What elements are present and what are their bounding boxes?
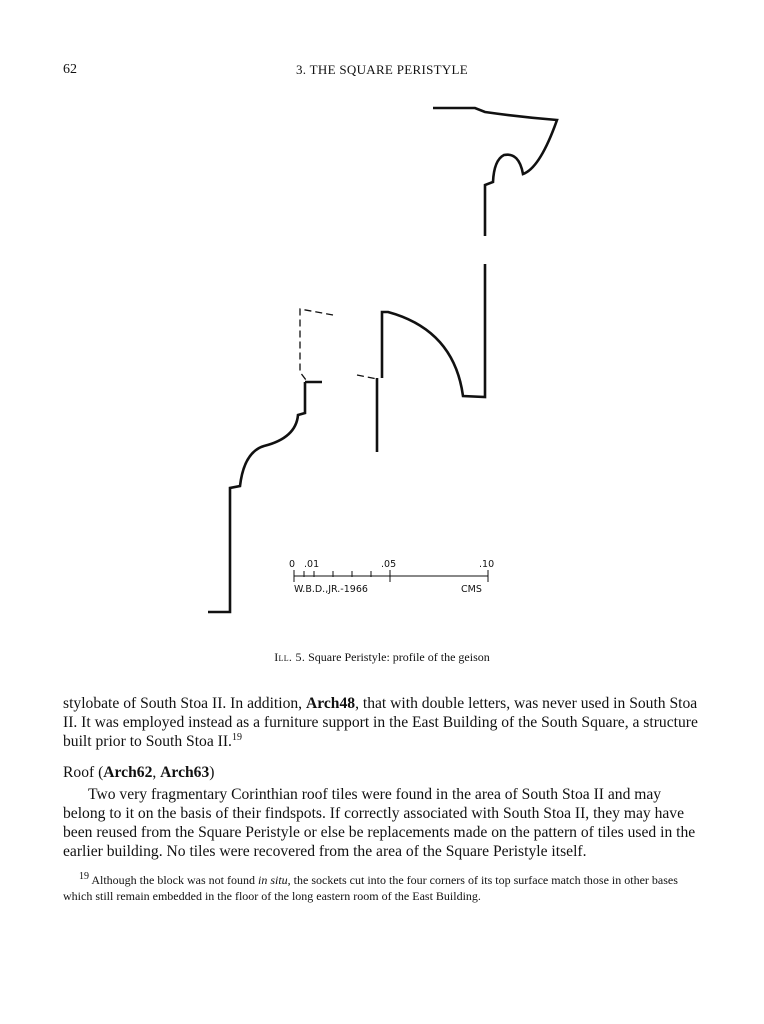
paragraph-stylobate	[63, 694, 705, 751]
heading-text: )	[209, 764, 215, 781]
draftsman-credit: W.B.D.,JR.-1966	[294, 584, 368, 595]
footnote-text: , the sockets cut into the four corners of its top surface match those in other bases which still remain embedded in the floor of the long eastern room of the East Building.	[63, 873, 678, 903]
restoration-dashed-left	[300, 309, 333, 380]
scale-tick-label: .05	[381, 559, 397, 570]
footnote-italic: in situ	[258, 873, 288, 887]
caption-label: Ill. 5.	[274, 650, 306, 664]
footnote-19	[63, 872, 705, 904]
paragraph-text: stylobate of South Stoa II. In addition,	[63, 695, 306, 712]
scale-tick-label: 0	[289, 559, 296, 570]
catalog-ref: Arch62	[103, 764, 153, 781]
catalog-ref: Arch48	[305, 695, 356, 712]
footnote-number: 19	[79, 871, 89, 882]
profile-middle	[382, 264, 485, 397]
profile-upper-right	[433, 108, 557, 236]
scale-tick-label: .01	[304, 559, 320, 570]
section-heading-roof	[63, 764, 214, 782]
scale-unit: CMS	[461, 584, 482, 595]
heading-text: ,	[152, 764, 161, 781]
page-number: 62	[63, 62, 77, 77]
figure-caption	[0, 650, 764, 665]
profile-lower-left	[208, 382, 305, 612]
paragraph-roof-tiles: Two very fragmentary Corinthian roof tiles were found in the area of South Stoa II and may belong to it on the basis of their findspots. If correctly associated with South Stoa II, they may have been reused from the Square Peristyle or else be replacements made on the pattern of tiles used in the earlier building. No tiles were recovered from the area of the Square Peristyle itself.	[63, 786, 696, 860]
catalog-ref: Arch63	[160, 764, 210, 781]
scale-bar	[294, 570, 488, 582]
heading-text: Roof (	[63, 764, 104, 781]
running-head: 3. THE SQUARE PERISTYLE	[295, 62, 469, 77]
footnote-text: Although the block was not found	[91, 873, 258, 887]
scale-tick-label: .10	[479, 559, 495, 570]
paragraph-text: , that with double letters, was never used in South Stoa II. It was employed instead as a furniture support in the East Building of the South Square, a structure built prior to South Stoa II.	[63, 695, 698, 750]
footnote-ref: 19	[231, 731, 242, 743]
restoration-dashed-middle	[357, 375, 377, 379]
caption-text: Square Peristyle: profile of the geison	[308, 650, 490, 664]
